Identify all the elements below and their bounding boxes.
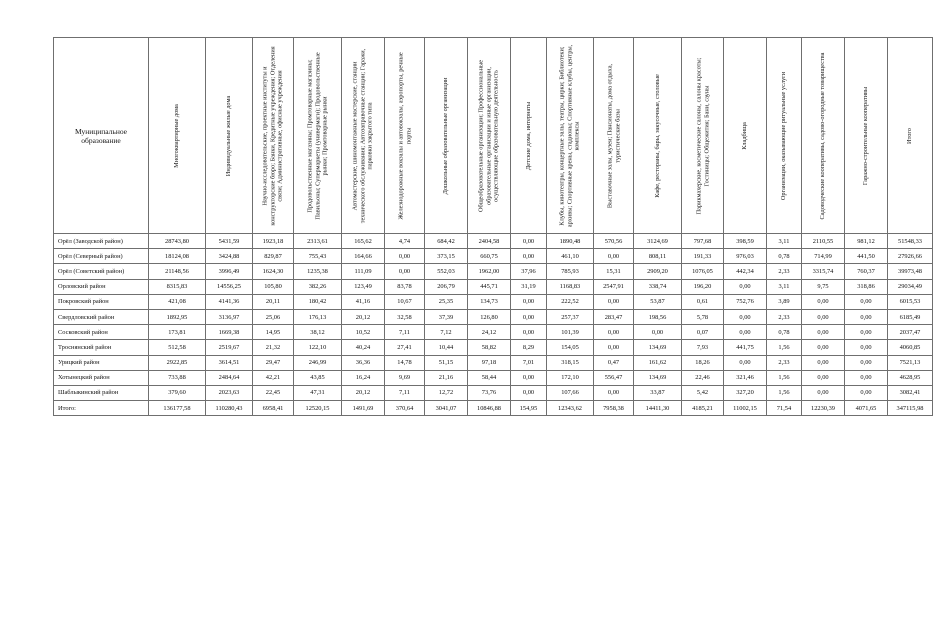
table-cell: 12520,15 — [294, 401, 342, 416]
table-cell: 2313,61 — [294, 234, 342, 249]
table-cell: 101,39 — [547, 325, 594, 340]
table-cell: 370,64 — [385, 401, 425, 416]
table-cell: 373,15 — [425, 249, 468, 264]
table-cell: 321,46 — [724, 370, 767, 385]
column-header — [634, 38, 682, 234]
table-cell: 2,33 — [767, 264, 802, 279]
table-cell: 134,69 — [634, 340, 682, 355]
waste-volume-table — [53, 37, 933, 416]
table-cell: 4071,65 — [845, 401, 888, 416]
table-cell: 126,80 — [468, 309, 511, 324]
table-cell: 441,50 — [845, 249, 888, 264]
column-header — [425, 38, 468, 234]
table-cell: 47,31 — [294, 385, 342, 400]
table-cell: 41,16 — [342, 294, 385, 309]
column-header-label: Организации, оказывающие ритуальные услуги — [780, 71, 788, 200]
table-cell: 51,15 — [425, 355, 468, 370]
table-cell: 2547,91 — [594, 279, 634, 294]
table-cell: 2,33 — [767, 355, 802, 370]
table-cell: 8315,83 — [149, 279, 206, 294]
table-cell: 7521,13 — [888, 355, 933, 370]
table-cell: 6958,41 — [253, 401, 294, 416]
table-cell: 0,00 — [511, 234, 547, 249]
table-cell: 38,12 — [294, 325, 342, 340]
column-header — [802, 38, 845, 234]
table-cell: 684,42 — [425, 234, 468, 249]
table-cell: 173,81 — [149, 325, 206, 340]
table-cell: 0,00 — [511, 249, 547, 264]
table-cell: 0,00 — [845, 340, 888, 355]
municipality-name: Орёл (Заводской район) — [54, 234, 149, 249]
column-header-label: Итого — [906, 127, 914, 144]
header-row — [54, 38, 933, 234]
table-cell: 1892,95 — [149, 309, 206, 324]
table-cell: 42,21 — [253, 370, 294, 385]
table-cell: 10,52 — [342, 325, 385, 340]
table-cell: 2484,64 — [206, 370, 253, 385]
table-cell: 2519,67 — [206, 340, 253, 355]
column-header-label: Дошкольные образовательные организации — [442, 77, 450, 194]
table-cell: 2,33 — [767, 309, 802, 324]
table-cell: 21148,56 — [149, 264, 206, 279]
column-header — [342, 38, 385, 234]
column-header — [511, 38, 547, 234]
municipality-name: Шаблыкинский район — [54, 385, 149, 400]
municipality-name: Орёл (Советский район) — [54, 264, 149, 279]
table-cell: 39973,48 — [888, 264, 933, 279]
table-cell: 32,58 — [385, 309, 425, 324]
table-cell: 1491,69 — [342, 401, 385, 416]
table-cell: 164,66 — [342, 249, 385, 264]
table-cell: 338,74 — [634, 279, 682, 294]
table-cell: 0,00 — [385, 249, 425, 264]
table-cell: 0,00 — [802, 385, 845, 400]
table-cell: 0,00 — [802, 355, 845, 370]
column-header — [724, 38, 767, 234]
column-header-label: Общеобразовательные организации; Профессиональные образовательные организации и иные организации, осуществляющие образовательную деятельность — [477, 59, 500, 212]
table-cell: 461,10 — [547, 249, 594, 264]
table-cell: 3315,74 — [802, 264, 845, 279]
table-cell: 83,78 — [385, 279, 425, 294]
table-cell: 0,00 — [511, 294, 547, 309]
table-cell: 154,05 — [547, 340, 594, 355]
table-cell: 29,47 — [253, 355, 294, 370]
table-cell: 327,20 — [724, 385, 767, 400]
table-row — [54, 370, 933, 385]
table-cell: 3996,49 — [206, 264, 253, 279]
table-cell: 1923,18 — [253, 234, 294, 249]
table-cell: 4060,85 — [888, 340, 933, 355]
table-cell: 5431,59 — [206, 234, 253, 249]
table-cell: 22,46 — [682, 370, 724, 385]
table-cell: 43,85 — [294, 370, 342, 385]
table-cell: 752,76 — [724, 294, 767, 309]
table-cell: 0,00 — [724, 309, 767, 324]
municipality-name: Итого: — [54, 401, 149, 416]
column-header — [206, 38, 253, 234]
table-cell: 512,58 — [149, 340, 206, 355]
table-cell: 58,44 — [468, 370, 511, 385]
table-cell: 51548,33 — [888, 234, 933, 249]
table-cell: 7,11 — [385, 325, 425, 340]
table-cell: 97,18 — [468, 355, 511, 370]
table-cell: 4,74 — [385, 234, 425, 249]
table-cell: 0,00 — [594, 294, 634, 309]
column-header — [547, 38, 594, 234]
table-cell: 53,87 — [634, 294, 682, 309]
table-cell: 556,47 — [594, 370, 634, 385]
table-cell: 123,49 — [342, 279, 385, 294]
table-cell: 441,75 — [724, 340, 767, 355]
table-cell: 71,54 — [767, 401, 802, 416]
table-cell: 3082,41 — [888, 385, 933, 400]
table-cell: 0,07 — [682, 325, 724, 340]
table-cell: 0,00 — [634, 325, 682, 340]
table-cell: 0,00 — [845, 294, 888, 309]
table-cell: 20,12 — [342, 309, 385, 324]
column-header-label: Выставочные залы, музеи; Пансионаты, дома отдыха, туристические базы — [605, 63, 621, 208]
table-cell: 1168,83 — [547, 279, 594, 294]
table-cell: 0,47 — [594, 355, 634, 370]
table-cell: 21,16 — [425, 370, 468, 385]
table-cell: 40,24 — [342, 340, 385, 355]
column-header-municipality: Муниципальное образование — [54, 38, 149, 234]
table-cell: 165,62 — [342, 234, 385, 249]
column-header-label: Кафе, рестораны, бары, закусочные, столовые — [653, 73, 661, 198]
table-cell: 0,00 — [802, 294, 845, 309]
table-cell: 3614,51 — [206, 355, 253, 370]
table-cell: 27926,66 — [888, 249, 933, 264]
table-cell: 110280,43 — [206, 401, 253, 416]
table-cell: 3041,07 — [425, 401, 468, 416]
column-header — [767, 38, 802, 234]
table-cell: 257,37 — [547, 309, 594, 324]
table-cell: 206,79 — [425, 279, 468, 294]
municipality-name: Сосковский район — [54, 325, 149, 340]
table-cell: 122,10 — [294, 340, 342, 355]
table-row — [54, 249, 933, 264]
table-cell: 0,00 — [802, 325, 845, 340]
table-cell: 0,00 — [724, 279, 767, 294]
table-cell: 15,31 — [594, 264, 634, 279]
table-cell: 1669,38 — [206, 325, 253, 340]
column-header — [253, 38, 294, 234]
table-cell: 2110,55 — [802, 234, 845, 249]
table-row — [54, 340, 933, 355]
table-body — [54, 234, 933, 416]
table-cell: 755,43 — [294, 249, 342, 264]
table-cell: 22,45 — [253, 385, 294, 400]
table-cell: 0,00 — [511, 385, 547, 400]
column-header-label: Садоводческие кооперативы, садово-огородные товарищества — [819, 52, 827, 219]
table-row — [54, 294, 933, 309]
table-cell: 3,11 — [767, 279, 802, 294]
table-cell: 29034,49 — [888, 279, 933, 294]
column-header-label: Индивидуальные жилые дома — [225, 95, 233, 176]
table-cell: 7,01 — [511, 355, 547, 370]
table-cell: 14556,25 — [206, 279, 253, 294]
table-cell: 318,15 — [547, 355, 594, 370]
table-row — [54, 264, 933, 279]
table-cell: 25,06 — [253, 309, 294, 324]
table-cell: 0,00 — [594, 340, 634, 355]
table-cell: 0,78 — [767, 325, 802, 340]
table-cell: 760,37 — [845, 264, 888, 279]
table-cell: 421,08 — [149, 294, 206, 309]
table-cell: 20,11 — [253, 294, 294, 309]
table-cell: 31,19 — [511, 279, 547, 294]
table-cell: 196,20 — [682, 279, 724, 294]
table-cell: 198,56 — [634, 309, 682, 324]
table-cell: 111,09 — [342, 264, 385, 279]
table-cell: 14411,30 — [634, 401, 682, 416]
table-cell: 37,96 — [511, 264, 547, 279]
table-cell: 797,68 — [682, 234, 724, 249]
table-cell: 379,60 — [149, 385, 206, 400]
table-cell: 0,00 — [511, 370, 547, 385]
table-cell: 20,12 — [342, 385, 385, 400]
column-header-label: Многоквартирные дома — [173, 103, 181, 168]
table-cell: 0,61 — [682, 294, 724, 309]
table-cell: 9,75 — [802, 279, 845, 294]
table-cell: 347115,98 — [888, 401, 933, 416]
table-cell: 8,29 — [511, 340, 547, 355]
table-row — [54, 234, 933, 249]
table-cell: 0,00 — [845, 370, 888, 385]
table-cell: 1,56 — [767, 340, 802, 355]
table-cell: 134,73 — [468, 294, 511, 309]
column-header-label: Автомастерские, шиномонтажные мастерские, станции технического обслуживания; Автозаправочные станции; Гаражи, парковки закрытого типа — [351, 48, 374, 223]
table-cell: 552,03 — [425, 264, 468, 279]
column-header — [594, 38, 634, 234]
table-cell: 0,00 — [724, 355, 767, 370]
column-header — [845, 38, 888, 234]
table-cell: 0,00 — [845, 309, 888, 324]
table-cell: 0,00 — [594, 385, 634, 400]
table-cell: 398,59 — [724, 234, 767, 249]
table-cell: 5,42 — [682, 385, 724, 400]
table-cell: 154,95 — [511, 401, 547, 416]
table-cell: 976,03 — [724, 249, 767, 264]
municipality-name: Покровский район — [54, 294, 149, 309]
table-cell: 0,00 — [802, 340, 845, 355]
table-cell: 1,56 — [767, 370, 802, 385]
table-row — [54, 385, 933, 400]
table-cell: 134,69 — [634, 370, 682, 385]
table-cell: 0,00 — [511, 309, 547, 324]
table-cell: 318,86 — [845, 279, 888, 294]
column-header-label: Клубы, кинотеатры, концертные залы, театры, цирки; Библиотеки; архивы; Спортивные арены, стадионы; Спортивные клубы, центры, комплексы — [558, 44, 581, 227]
table-row — [54, 279, 933, 294]
table-cell: 660,75 — [468, 249, 511, 264]
table-cell: 222,52 — [547, 294, 594, 309]
table-cell: 191,33 — [682, 249, 724, 264]
column-header-label: Детские дома, интернаты — [524, 101, 532, 170]
table-cell: 442,34 — [724, 264, 767, 279]
table-cell: 28743,80 — [149, 234, 206, 249]
table-cell: 172,10 — [547, 370, 594, 385]
table-cell: 180,42 — [294, 294, 342, 309]
table-cell: 7,93 — [682, 340, 724, 355]
table-cell: 7,12 — [425, 325, 468, 340]
table-cell: 445,71 — [468, 279, 511, 294]
table-cell: 4185,21 — [682, 401, 724, 416]
table-cell: 0,00 — [594, 325, 634, 340]
column-header-label: Железнодорожные вокзалы и автовокзалы, аэропорты, речные порты — [396, 51, 412, 220]
table-cell: 2909,20 — [634, 264, 682, 279]
municipality-name: Свердловский район — [54, 309, 149, 324]
table-cell: 11002,15 — [724, 401, 767, 416]
table-cell: 246,99 — [294, 355, 342, 370]
table-row — [54, 309, 933, 324]
table-cell: 785,93 — [547, 264, 594, 279]
table-cell: 5,78 — [682, 309, 724, 324]
table-cell: 3136,97 — [206, 309, 253, 324]
column-header — [682, 38, 724, 234]
table-cell: 3,11 — [767, 234, 802, 249]
table-cell: 0,00 — [724, 325, 767, 340]
column-header-label: Продовольственные магазины; Промтоварные магазины; Павильоны; Супермаркеты (универмаги); Продовольственные рынки; Промтоварные рынки — [306, 51, 329, 220]
table-cell: 0,00 — [845, 385, 888, 400]
table-cell: 714,99 — [802, 249, 845, 264]
table-cell: 1624,30 — [253, 264, 294, 279]
municipality-name: Хотынецкий район — [54, 370, 149, 385]
table-cell: 829,87 — [253, 249, 294, 264]
table-cell: 105,80 — [253, 279, 294, 294]
table-cell: 73,76 — [468, 385, 511, 400]
table-cell: 0,00 — [845, 355, 888, 370]
table-cell: 58,82 — [468, 340, 511, 355]
table-cell: 2023,63 — [206, 385, 253, 400]
table-cell: 18124,08 — [149, 249, 206, 264]
table-cell: 2922,85 — [149, 355, 206, 370]
municipality-name: Урицкий район — [54, 355, 149, 370]
column-header-label: Научно-исследовательские, проектные институты и конструкторские бюро; Банки, Кредитные учреждения; Отделения связи; Административные, офисные учреждения — [261, 45, 284, 226]
column-header — [468, 38, 511, 234]
table-cell: 176,13 — [294, 309, 342, 324]
table-cell: 570,56 — [594, 234, 634, 249]
table-cell: 2037,47 — [888, 325, 933, 340]
table-row — [54, 355, 933, 370]
table-cell: 382,26 — [294, 279, 342, 294]
total-row — [54, 401, 933, 416]
table-cell: 10,67 — [385, 294, 425, 309]
table-cell: 7958,38 — [594, 401, 634, 416]
column-header-label: Парикмахерские, косметические салоны, салоны красоты; Гостиницы; Общежития; Бани, сауны — [694, 57, 710, 214]
table-cell: 0,00 — [845, 325, 888, 340]
table-cell: 2404,58 — [468, 234, 511, 249]
table-cell: 12,72 — [425, 385, 468, 400]
table-cell: 1076,05 — [682, 264, 724, 279]
table-cell: 0,00 — [802, 370, 845, 385]
table-cell: 12343,62 — [547, 401, 594, 416]
table-cell: 14,78 — [385, 355, 425, 370]
table-cell: 6015,53 — [888, 294, 933, 309]
table-cell: 1235,38 — [294, 264, 342, 279]
table-cell: 0,78 — [767, 249, 802, 264]
table-cell: 733,88 — [149, 370, 206, 385]
table-cell: 27,41 — [385, 340, 425, 355]
municipality-name: Орёл (Северный район) — [54, 249, 149, 264]
municipality-name: Орловский район — [54, 279, 149, 294]
table-row — [54, 325, 933, 340]
table-cell: 14,95 — [253, 325, 294, 340]
column-header — [385, 38, 425, 234]
table-cell: 36,36 — [342, 355, 385, 370]
table-cell: 21,32 — [253, 340, 294, 355]
table-cell: 283,47 — [594, 309, 634, 324]
table-cell: 808,11 — [634, 249, 682, 264]
column-header-label: Гаражно-строительные кооперативы — [862, 86, 870, 185]
column-header — [294, 38, 342, 234]
table-cell: 3424,88 — [206, 249, 253, 264]
municipality-name: Троснянский район — [54, 340, 149, 355]
table-cell: 24,12 — [468, 325, 511, 340]
table-cell: 10,44 — [425, 340, 468, 355]
table-cell: 0,00 — [385, 264, 425, 279]
table-cell: 3124,69 — [634, 234, 682, 249]
table-cell: 1962,00 — [468, 264, 511, 279]
table-cell: 1890,48 — [547, 234, 594, 249]
table-cell: 7,11 — [385, 385, 425, 400]
table-cell: 33,87 — [634, 385, 682, 400]
column-header — [888, 38, 933, 234]
table-cell: 12230,39 — [802, 401, 845, 416]
table-cell: 0,00 — [511, 325, 547, 340]
table-cell: 136177,58 — [149, 401, 206, 416]
table-cell: 3,89 — [767, 294, 802, 309]
table-cell: 25,35 — [425, 294, 468, 309]
column-header — [149, 38, 206, 234]
table-cell: 0,00 — [802, 309, 845, 324]
table-cell: 981,12 — [845, 234, 888, 249]
table-cell: 37,39 — [425, 309, 468, 324]
table-cell: 4628,95 — [888, 370, 933, 385]
table-cell: 4141,36 — [206, 294, 253, 309]
table-cell: 9,69 — [385, 370, 425, 385]
table-cell: 6185,49 — [888, 309, 933, 324]
table-cell: 0,00 — [594, 249, 634, 264]
table-cell: 16,24 — [342, 370, 385, 385]
column-header-label: Кладбища — [741, 121, 749, 150]
table-cell: 1,56 — [767, 385, 802, 400]
table-cell: 161,62 — [634, 355, 682, 370]
table-cell: 18,26 — [682, 355, 724, 370]
table-cell: 107,66 — [547, 385, 594, 400]
table-cell: 10846,88 — [468, 401, 511, 416]
